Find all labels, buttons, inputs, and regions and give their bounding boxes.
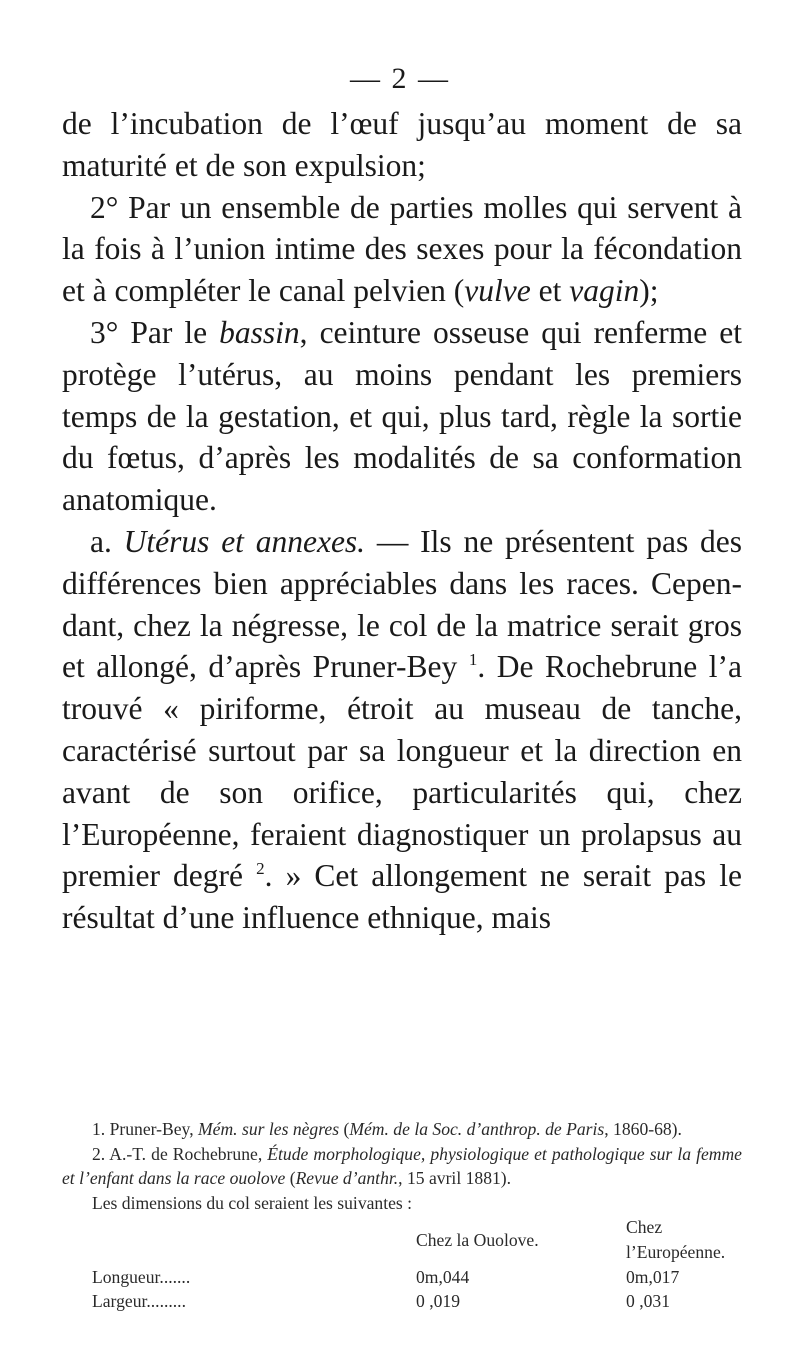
text-span: 2. A.-T. de Rochebrune, bbox=[92, 1143, 268, 1164]
text-span: ( bbox=[339, 1119, 350, 1139]
table-cell: 0m,017 bbox=[626, 1266, 680, 1287]
term-bassin: bassin bbox=[219, 314, 300, 350]
paragraph-uterus bbox=[62, 521, 742, 939]
citation-journal: Mém. de la Soc. d’anthrop. de Paris bbox=[349, 1119, 605, 1139]
text-span: , 15 avril 1881). bbox=[398, 1168, 512, 1189]
footnotes bbox=[62, 1117, 742, 1314]
table-row bbox=[62, 1265, 742, 1290]
footnote-2 bbox=[62, 1142, 742, 1191]
table-cell: 0m,044 bbox=[416, 1266, 470, 1287]
text-span: et bbox=[530, 273, 570, 309]
dimensions-table bbox=[62, 1215, 742, 1313]
text-span: 2° Par un ensemble de parties molles qui servent à la fois à l’union intime des sexes pour la fécondation et à compléter le canal pelvien ( bbox=[62, 189, 742, 309]
section-heading-uterus: Utérus et annexes. bbox=[123, 523, 366, 559]
footnote-ref-2: 2 bbox=[256, 859, 265, 879]
citation-title: Étude morphologique, physiologique et pathologique sur la femme et l’enfant dans la race ouolove bbox=[62, 1143, 742, 1189]
table-cell: Largeur......... bbox=[92, 1291, 186, 1312]
column-header: Chez la Ouolove. bbox=[416, 1229, 539, 1250]
body-text bbox=[62, 103, 742, 939]
text-span: ( bbox=[285, 1168, 296, 1189]
text-span: , ceinture osseuse qui renferme et protège l’utérus, au moins pendant les premiers temps de la gestation, et qui, plus tard, règle la sortie du fœtus, d’après les modalités de sa conformation anatomique. bbox=[62, 314, 742, 518]
citation-journal: Revue d’anthr. bbox=[295, 1168, 399, 1189]
text-span: , 1860-68). bbox=[604, 1119, 682, 1139]
table-row bbox=[62, 1289, 742, 1314]
text-span: . De Rochebrune l’a trouvé « piriforme, étroit au museau de tanche, caractérisé surtout par sa longueur et la direction en avant de son orifice, particularités qui, chez l’Européenne, feraient diagnostiquer un prolapsus au premier degré bbox=[62, 649, 742, 894]
citation-title: Mém. sur les nègres bbox=[198, 1119, 340, 1139]
column-header: Chez l’Européenne. bbox=[626, 1217, 726, 1262]
text-span: . » Cet allongement ne serait pas le résultat d’une influence ethnique, mais bbox=[62, 858, 742, 936]
table-cell: Longueur....... bbox=[92, 1266, 191, 1287]
footnote-3: Les dimensions du col seraient les suivantes : bbox=[92, 1192, 413, 1213]
column-header bbox=[62, 1215, 416, 1264]
table-cell: 0 ,019 bbox=[416, 1291, 460, 1312]
paragraph-parties-molles bbox=[62, 187, 742, 312]
term-vagin: vagin bbox=[569, 273, 640, 309]
text-span: 1. Pruner-Bey, bbox=[92, 1119, 199, 1139]
paragraph-incubation: de l’incubation de l’œuf jusqu’au moment de sa maturité et de son expulsion; bbox=[62, 106, 742, 183]
page-number: — 2 — bbox=[350, 62, 450, 95]
text-span: a. bbox=[90, 523, 124, 559]
term-vulve: vulve bbox=[464, 273, 531, 309]
text-span: ); bbox=[639, 273, 659, 309]
footnote-ref-1: 1 bbox=[468, 650, 478, 670]
footnote-1 bbox=[62, 1117, 742, 1142]
text-span: — Ils ne présentent pas des différences bien appréciables dans les races. Cependant, chez la négresse, le col de la matrice serait gros et allongé, d’après Pruner-Bey bbox=[62, 523, 742, 685]
text-span: 3° Par le bbox=[90, 314, 220, 350]
paragraph-bassin bbox=[62, 312, 742, 521]
table-cell: 0 ,031 bbox=[626, 1291, 670, 1312]
table-header-row bbox=[62, 1215, 742, 1264]
